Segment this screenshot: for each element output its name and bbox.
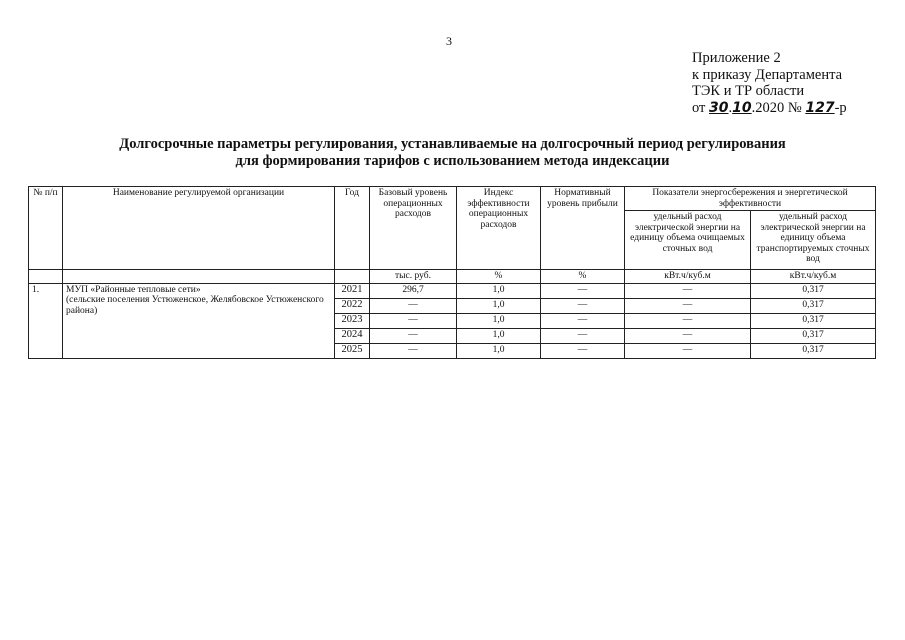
date-prefix: от bbox=[692, 99, 706, 116]
cell-energy-2: 0,317 bbox=[751, 343, 876, 358]
unit-profit: % bbox=[541, 270, 625, 284]
cell-year: 2023 bbox=[335, 313, 370, 328]
cell-energy-2: 0,317 bbox=[751, 283, 876, 298]
date-month: 10 bbox=[732, 99, 752, 116]
org-name: МУП «Районные тепловые сети» bbox=[66, 284, 201, 295]
header-energy-1: удельный расход электрической энергии на единицу объема очищаемых сточных вод bbox=[625, 211, 751, 270]
unit-energy-1: кВт.ч/куб.м bbox=[625, 270, 751, 284]
cell-base: — bbox=[370, 298, 457, 313]
table-row bbox=[29, 283, 876, 298]
cell-base: — bbox=[370, 313, 457, 328]
header-year: Год bbox=[335, 187, 370, 270]
unit-base: тыс. руб. bbox=[370, 270, 457, 284]
cell-energy-2: 0,317 bbox=[751, 298, 876, 313]
cell-profit: — bbox=[541, 283, 625, 298]
order-number: 127 bbox=[805, 99, 835, 116]
cell-profit: — bbox=[541, 343, 625, 358]
date-day: 30 bbox=[709, 99, 729, 116]
date-sep: . bbox=[728, 99, 733, 116]
cell-base: — bbox=[370, 343, 457, 358]
unit-index: % bbox=[457, 270, 541, 284]
cell-energy-1: — bbox=[625, 343, 751, 358]
cell-index: 1,0 bbox=[457, 298, 541, 313]
org-number: 1. bbox=[29, 283, 63, 358]
appendix-block bbox=[692, 50, 847, 116]
header-num: № п/п bbox=[29, 187, 63, 270]
cell-base: 296,7 bbox=[370, 283, 457, 298]
org-description: (сельские поселения Устюженское, Желябовское Устюженского района) bbox=[66, 295, 324, 316]
document-title bbox=[0, 136, 905, 170]
unit-org bbox=[63, 270, 335, 284]
cell-energy-1: — bbox=[625, 328, 751, 343]
cell-index: 1,0 bbox=[457, 343, 541, 358]
appendix-line-1: Приложение 2 bbox=[692, 50, 781, 66]
header-energy-2: удельный расход электрической энергии на единицу объема транспортируемых сточных вод bbox=[751, 211, 876, 270]
header-profit: Нормативный уровень прибыли bbox=[541, 187, 625, 270]
unit-year bbox=[335, 270, 370, 284]
org-cell bbox=[63, 283, 335, 358]
appendix-line-2: к приказу Департамента bbox=[692, 66, 843, 83]
cell-profit: — bbox=[541, 313, 625, 328]
cell-year: 2022 bbox=[335, 298, 370, 313]
order-suffix: -р bbox=[834, 99, 847, 116]
unit-energy-2: кВт.ч/куб.м bbox=[751, 270, 876, 284]
cell-energy-2: 0,317 bbox=[751, 328, 876, 343]
cell-base: — bbox=[370, 328, 457, 343]
cell-profit: — bbox=[541, 298, 625, 313]
units-row bbox=[29, 270, 876, 284]
cell-index: 1,0 bbox=[457, 283, 541, 298]
header-energy-group: Показатели энергосбережения и энергетической эффективности bbox=[625, 187, 876, 211]
cell-index: 1,0 bbox=[457, 313, 541, 328]
cell-energy-1: — bbox=[625, 283, 751, 298]
cell-index: 1,0 bbox=[457, 328, 541, 343]
appendix-line-3: ТЭК и ТР области bbox=[692, 83, 805, 99]
unit-num bbox=[29, 270, 63, 284]
header-base: Базовый уровень операционных расходов bbox=[370, 187, 457, 270]
cell-energy-1: — bbox=[625, 313, 751, 328]
appendix-date-line bbox=[692, 100, 847, 117]
title-line-1: Долгосрочные параметры регулирования, устанавливаемые на долгосрочный период регулирования bbox=[119, 136, 786, 152]
cell-year: 2024 bbox=[335, 328, 370, 343]
cell-year: 2025 bbox=[335, 343, 370, 358]
cell-energy-1: — bbox=[625, 298, 751, 313]
cell-energy-2: 0,317 bbox=[751, 313, 876, 328]
date-year: .2020 № bbox=[751, 99, 802, 116]
cell-profit: — bbox=[541, 328, 625, 343]
cell-year: 2021 bbox=[335, 283, 370, 298]
parameters-table bbox=[28, 186, 876, 359]
header-index: Индекс эффективности операционных расходов bbox=[457, 187, 541, 270]
header-org: Наименование регулируемой организации bbox=[63, 187, 335, 270]
title-line-2: для формирования тарифов с использованием метода индексации bbox=[235, 153, 670, 169]
page-number: 3 bbox=[446, 34, 452, 48]
